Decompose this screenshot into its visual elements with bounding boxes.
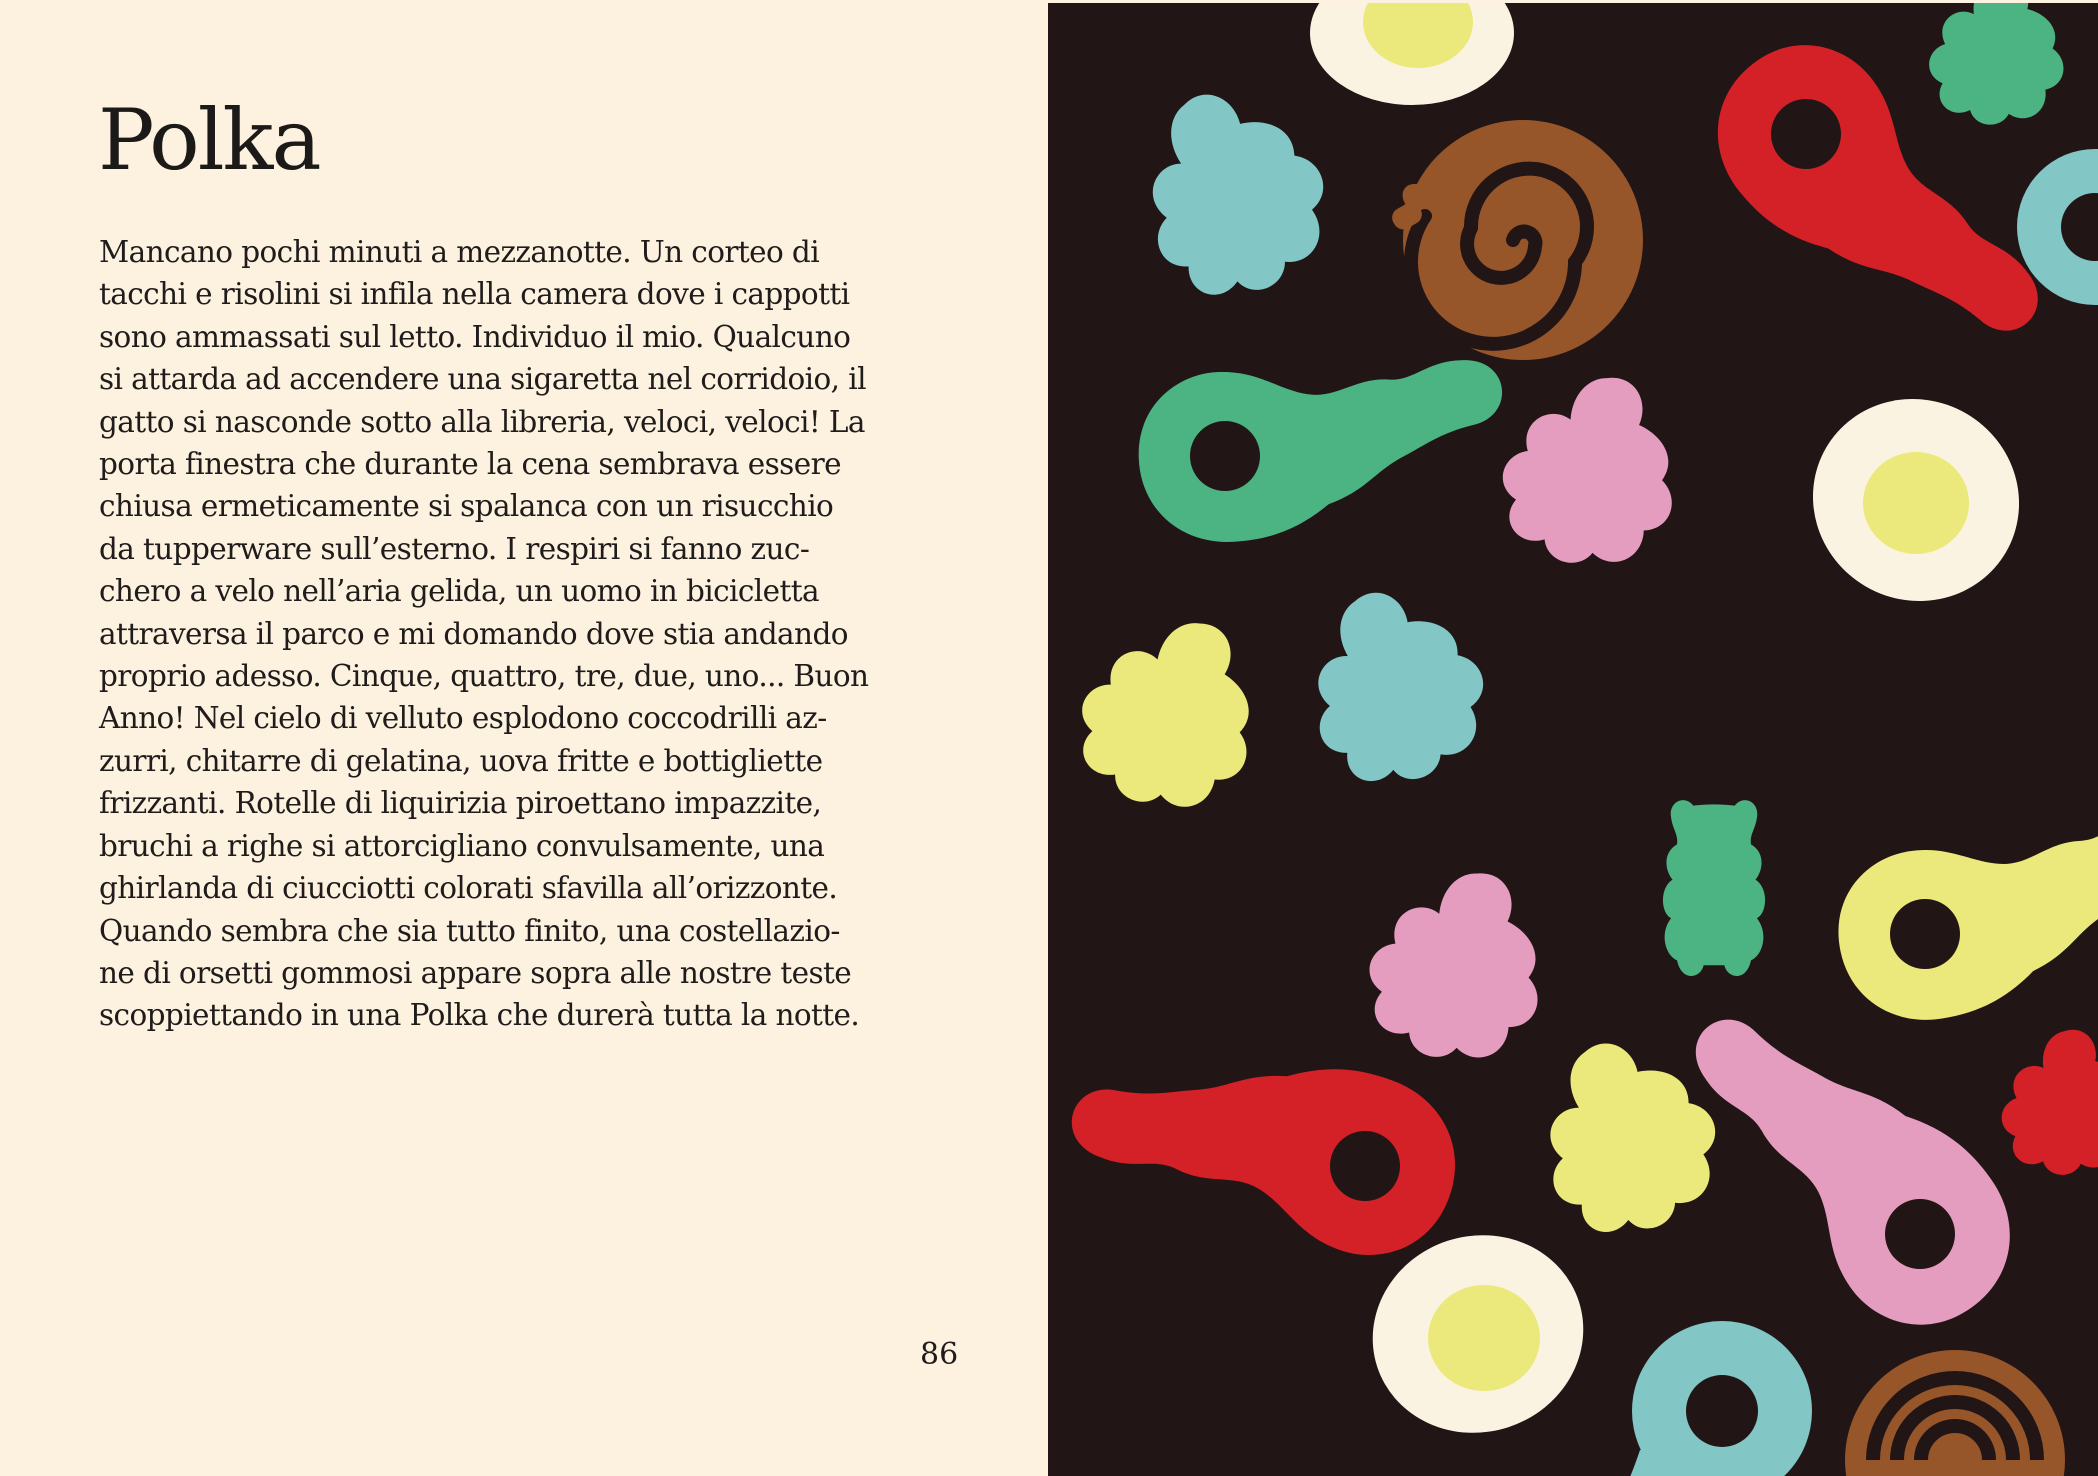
text-line: si attarda ad accendere una sigaretta nel corridoio, il (99, 362, 866, 397)
fried-egg-icon (1776, 361, 2056, 638)
text-page (0, 0, 1048, 1476)
candy-illustration (1048, 3, 2098, 1476)
text-line: porta finestra che durante la cena sembrava essere (99, 447, 841, 482)
text-line: chero a velo nell’aria gelida, un uomo in bicicletta (99, 574, 819, 609)
text-line: scoppiettando in una Polka che durerà tutta la notte. (99, 998, 860, 1033)
page-number: 86 (920, 1337, 959, 1372)
gummy-bear-icon (1118, 67, 1349, 315)
text-line: attraversa il parco e mi domando dove stia andando (99, 616, 848, 651)
gummy-bear-icon (1995, 1021, 2098, 1183)
gummy-bear-icon (1054, 589, 1295, 838)
illustration-canvas (1048, 3, 2098, 1476)
text-line: Quando sembra che sia tutto finito, una costellazio- (99, 913, 840, 948)
text-line: zurri, chitarre di gelatina, uova fritte e bottigliette (99, 743, 823, 778)
text-line: tacchi e risolini si infila nella camera dove i cappotti (99, 277, 850, 312)
chapter-title: Polka (98, 91, 320, 189)
text-line: ghirlanda di ciucciotti colorati sfavilla all’orizzonte. (99, 871, 838, 906)
text-line: da tupperware sull’esterno. I respiri si fanno zuc- (99, 531, 810, 566)
text-line: sono ammassati sul letto. Individuo il mio. Qualcuno (99, 319, 851, 354)
fried-egg-icon (1310, 3, 1514, 105)
body-text (99, 231, 889, 1037)
text-line: Mancano pochi minuti a mezzanotte. Un corteo di (99, 235, 820, 269)
gummy-bear-icon (1663, 800, 1765, 976)
candy-pacifier-icon (1130, 343, 1514, 551)
licorice-wheel-icon (1389, 120, 1643, 360)
licorice-wheel-icon (1845, 1350, 2065, 1476)
candy-pacifier-icon (1823, 793, 2098, 1037)
text-line: proprio adesso. Cinque, quattro, tre, due, uno... Buon (99, 659, 869, 694)
text-line: bruchi a righe si attorcigliano convulsamente, una (99, 828, 825, 863)
text-line: chiusa ermeticamente si spalanca con un risucchio (99, 489, 834, 524)
text-line: gatto si nasconde sotto alla libreria, veloci, veloci! La (99, 404, 865, 439)
candy-pacifier-icon (1670, 947, 2046, 1359)
gummy-bear-icon (1481, 352, 1707, 590)
text-line: frizzanti. Rotelle di liquirizia piroettano impazzite, (99, 786, 822, 821)
text-line: ne di orsetti gommosi appare sopra alle nostre teste (99, 955, 852, 990)
gummy-bear-icon (1346, 845, 1576, 1086)
candy-pacifier-icon (1610, 1321, 1812, 1476)
gummy-bear-icon (1290, 572, 1502, 799)
text-line: Anno! Nel cielo di velluto esplodono coccodrilli az- (99, 701, 827, 736)
gummy-bear-icon (1920, 3, 2078, 136)
